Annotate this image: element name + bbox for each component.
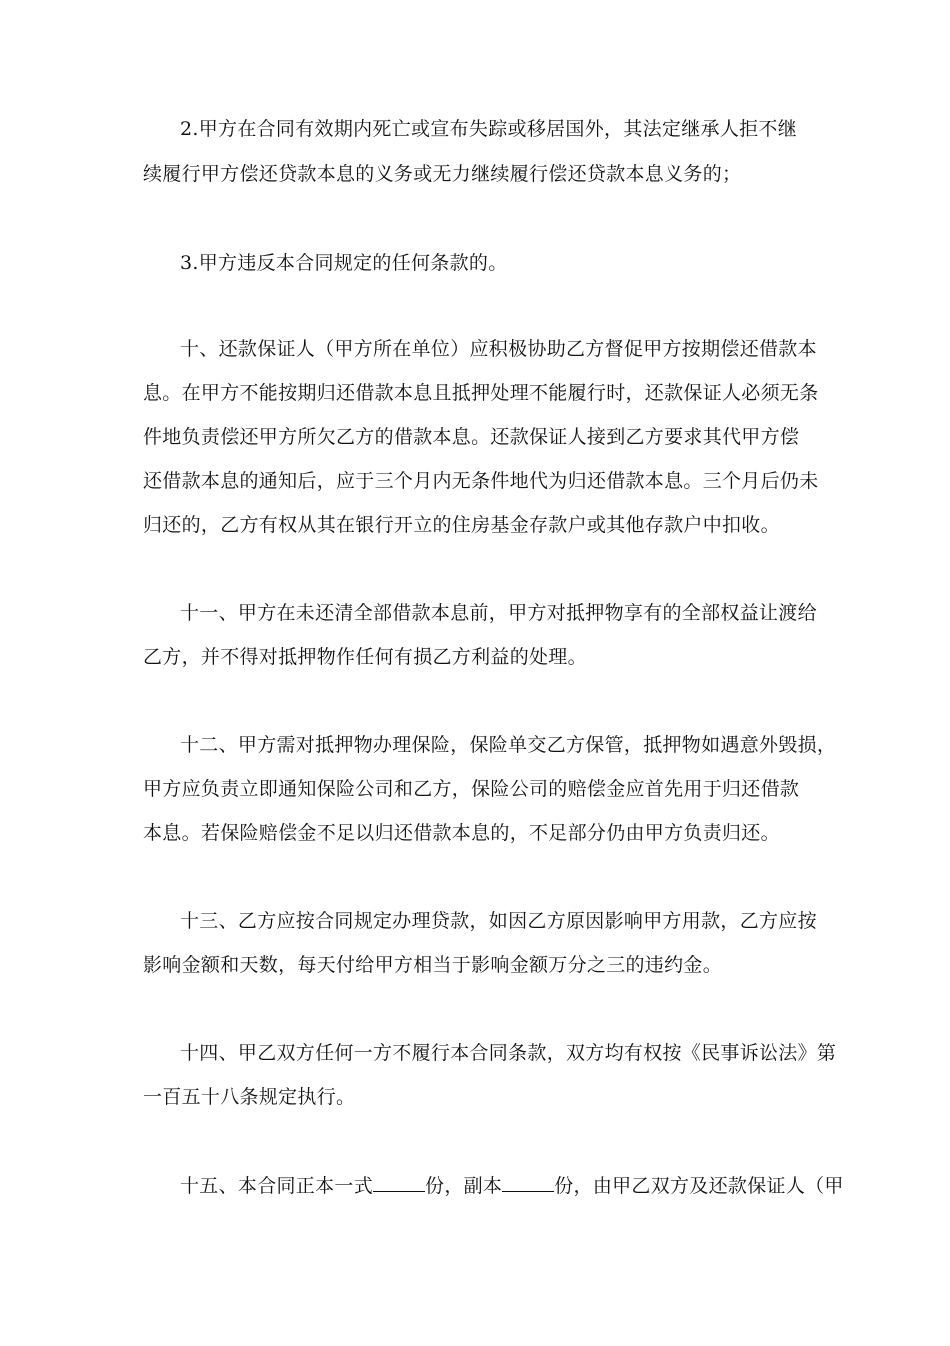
clause-15-text-3: 份，由甲乙双方及还款保证人（甲 — [554, 1175, 844, 1197]
duplicate-copies-blank — [502, 1173, 554, 1192]
clause-9-item-3-line-1: 3.甲方违反本合同规定的任何条款的。 — [180, 252, 508, 274]
original-copies-blank — [373, 1173, 425, 1192]
clause-11-line-2: 乙方，并不得对抵押物作任何有损乙方利益的处理。 — [143, 646, 587, 668]
clause-10-line-5: 归还的，乙方有权从其在银行开立的住房基金存款户或其他存款户中扣收。 — [143, 514, 780, 536]
clause-9-item-2-line-2: 续履行甲方偿还贷款本息的义务或无力继续履行偿还贷款本息义务的； — [143, 163, 742, 185]
clause-14-line-2: 一百五十八条规定执行。 — [143, 1086, 356, 1108]
clause-10-line-4: 还借款本息的通知后，应于三个月内无条件地代为归还借款本息。三个月后仍未 — [143, 470, 819, 492]
clause-10-line-2: 息。在甲方不能按期归还借款本息且抵押处理不能履行时，还款保证人必须无条 — [143, 382, 819, 404]
clause-13-line-1: 十三、乙方应按合同规定办理贷款，如因乙方原因影响甲方用款，乙方应按 — [180, 910, 817, 932]
clause-9-item-2-line-1: 2.甲方在合同有效期内死亡或宣布失踪或移居国外，其法定继承人拒不继 — [180, 118, 798, 140]
clause-11-line-1: 十一、甲方在未还清全部借款本息前，甲方对抵押物享有的全部权益让渡给 — [180, 602, 817, 624]
clause-10-line-3: 件地负责偿还甲方所欠乙方的借款本息。还款保证人接到乙方要求其代甲方偿 — [143, 426, 800, 448]
clause-15-line-1 — [180, 1173, 844, 1198]
clause-12-line-1: 十二、甲方需对抵押物办理保险，保险单交乙方保管，抵押物如遇意外毁损， — [180, 734, 837, 756]
clause-15-text-1: 十五、本合同正本一式 — [180, 1175, 374, 1197]
clause-15-text-2: 份，副本 — [425, 1175, 503, 1197]
clause-14-line-1: 十四、甲乙双方任何一方不履行本合同条款，双方均有权按《民事诉讼法》第 — [180, 1042, 837, 1064]
clause-13-line-2: 影响金额和天数，每天付给甲方相当于影响金额万分之三的违约金。 — [143, 954, 723, 976]
clause-12-line-3: 本息。若保险赔偿金不足以归还借款本息的，不足部分仍由甲方负责归还。 — [143, 822, 780, 844]
clause-10-line-1: 十、还款保证人（甲方所在单位）应积极协助乙方督促甲方按期偿还借款本 — [180, 338, 817, 360]
clause-12-line-2: 甲方应负责立即通知保险公司和乙方，保险公司的赔偿金应首先用于归还借款 — [143, 778, 800, 800]
